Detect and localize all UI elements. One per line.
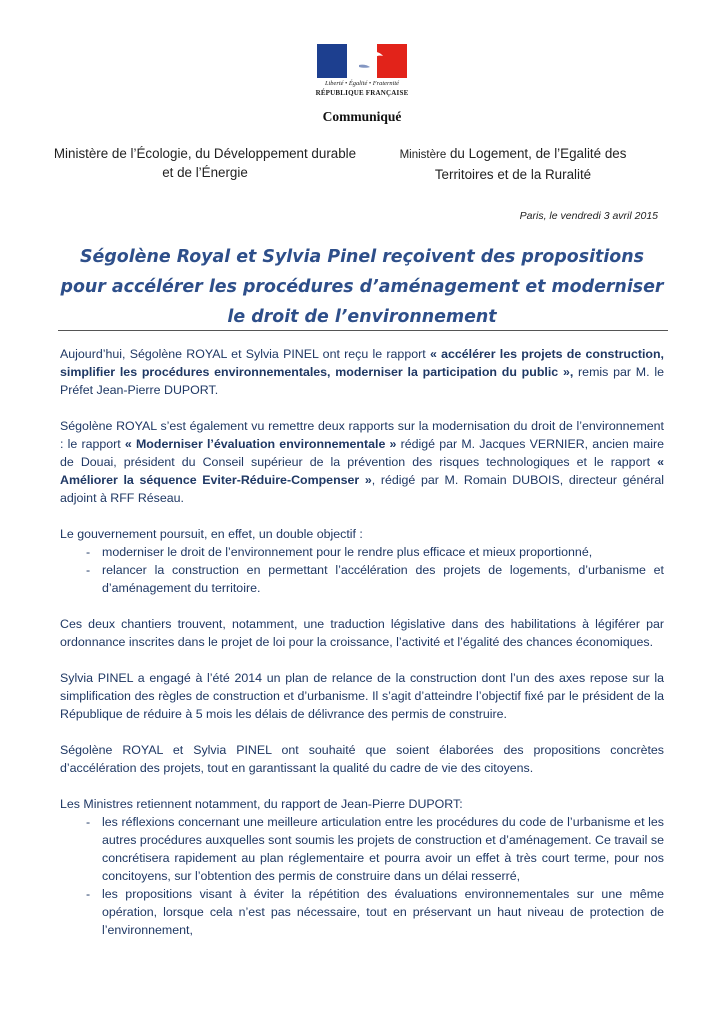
report-title: « accélérer les projets de construction, simplifier les procédures environnementales, moderniser la participation du public »,: [60, 347, 664, 379]
objectives-list: [60, 543, 664, 597]
press-body: [60, 345, 664, 957]
text: Ségolène ROYAL s’est également vu remettre deux rapports sur la modernisation du droit de l’environnement : le rapport: [60, 419, 664, 451]
list-item: - les propositions visant à éviter la répétition des évaluations environnementales sur une même opération, lorsque cela n’est pas nécessaire, tout en préservant un haut niveau de protection de l’environnement,: [60, 885, 664, 939]
press-date: Paris, le vendredi 3 avril 2015: [519, 210, 658, 222]
ministry-prefix: Ministère: [399, 149, 447, 161]
text: , rédigé par M. Romain DUBOIS, directeur général adjoint à RFF Réseau.: [60, 473, 664, 505]
paragraph-legislation: Ces deux chantiers trouvent, notamment, une traduction législative dans des habilitations à légiférer par ordonnance inscrites dans le projet de loi pour la croissance, l’activité et l’égalité des chances économiques.: [60, 617, 664, 649]
text: remis par M. le Préfet Jean-Pierre DUPORT.: [60, 365, 664, 397]
list-item: - relancer la construction en permettant l’accélération des projets de logements, d’urbanisme et d’aménagement du territoire.: [60, 561, 664, 597]
paragraph-objectives: Le gouvernement poursuit, en effet, un double objectif :: [60, 527, 363, 541]
title-divider: [58, 330, 668, 331]
press-title: Ségolène Royal et Sylvia Pinel reçoivent des propositions pour accélérer les procédures d’aménagement et moderniser le droit de l’environnement: [60, 247, 664, 327]
text: rédigé par M. Jacques VERNIER, ancien maire de Douai, président du Conseil supérieur de la prévention des risques technologiques et le rapport: [60, 437, 664, 469]
ministry-housing-rest: du Logement, de l’Egalité des Territoires et de la Ruralité: [434, 146, 627, 182]
republic-motto: Liberté • Égalité • Fraternité: [324, 80, 400, 87]
marianne-profile-icon: [339, 46, 385, 78]
text: Aujourd’hui, Ségolène ROYAL et Sylvia PINEL ont reçu le rapport: [60, 347, 430, 361]
republic-name: RÉPUBLIQUE FRANÇAISE: [315, 89, 409, 97]
list-item: - les réflexions concernant une meilleure articulation entre les procédures du code de l’urbanisme et les autres procédures auxquelles sont soumis les projets de construction et d’aménagement. Ce travail se concrétisera rapidement au plan réglementaire et pourra avoir un effet à très court terme, pour nos concitoyens, sur l’obtention des permis de construire dans un délai resserré,: [60, 813, 664, 885]
document-type: Communiqué: [322, 109, 402, 124]
list-item: - moderniser le droit de l’environnement pour le rendre plus efficace et mieux proportionné,: [60, 543, 664, 561]
paragraph-proposals: Ségolène ROYAL et Sylvia PINEL ont souhaité que soient élaborées des propositions concrètes d’accélération des projets, tout en garantissant la qualité du cadre de vie des citoyens.: [60, 743, 664, 775]
paragraph-construction-plan: Sylvia PINEL a engagé à l’été 2014 un plan de relance de la construction dont l’un des axes repose sur la simplification des règles de construction et d’urbanisme. Il s’agit d’atteindre l’objectif fixé par le président de la République de réduire à 5 mois les délais de délivrance des permis de construire.: [60, 671, 664, 721]
tricolor-flag-icon: [317, 44, 407, 78]
duport-list: [60, 813, 664, 939]
paragraph-two-reports: [60, 417, 664, 507]
report-title: « Moderniser l’évaluation environnementale »: [124, 437, 397, 451]
paragraph-ministers: Les Ministres retiennent notamment, du rapport de Jean-Pierre DUPORT:: [60, 797, 463, 811]
ministry-ecology: Ministère de l’Écologie, du Développement durable et de l’Énergie: [53, 146, 357, 180]
report-title: « Améliorer la séquence Eviter-Réduire-Compenser »: [60, 455, 664, 487]
ministry-housing: [376, 144, 650, 184]
paragraph-report: [60, 345, 664, 399]
marianne-logo: [313, 44, 411, 104]
